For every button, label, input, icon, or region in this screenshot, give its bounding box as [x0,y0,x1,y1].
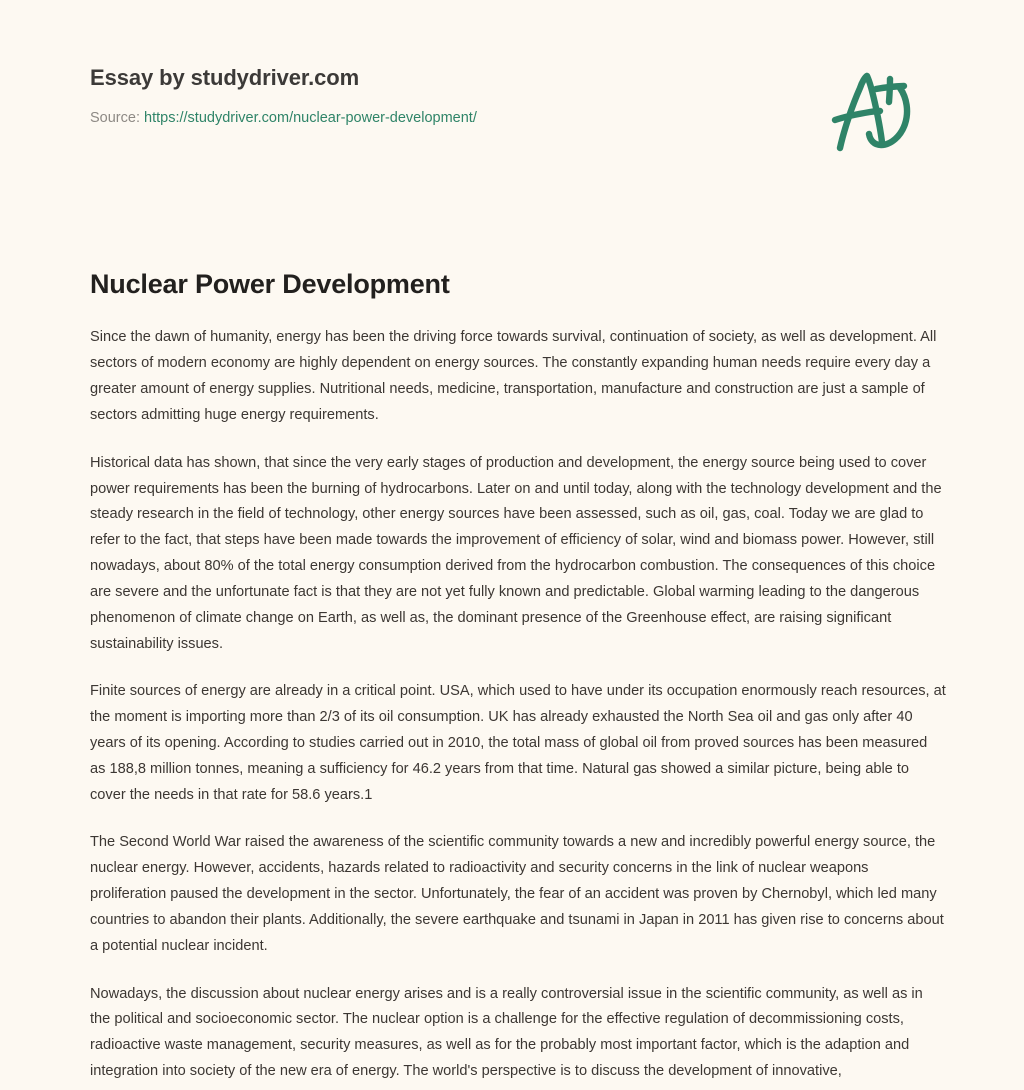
paragraph: The Second World War raised the awareness of the scientific community towards a new and incredibly powerful energy source, the nuclear energy. However, accidents, hazards related to radioactivity and security concerns in the link of nuclear weapons proliferation paused the development in the sector. Unfortunately, the fear of an accident was proven by Chernobyl, which led many countries to abandon their plants. Additionally, the severe earthquake and tsunami in Japan in 2011 has given rise to concerns about a potential nuclear incident. [90,834,944,954]
a-plus-logo [820,60,924,164]
document-header [0,0,1024,164]
essay-byline: Essay by studydriver.com [90,65,360,90]
paragraph: Nowadays, the discussion about nuclear energy arises and is a really controversial issue in the scientific community, as well as in the political and socioeconomic sector. The nuclear option is a challenge for the effective regulation of decommissioning costs, radioactive waste management, security measures, as well as for the probably most important factor, which is the adaption and integration into society of the new era of energy. The world's perspective is to discuss the development of innovative, [90,985,923,1080]
article [0,164,1024,1085]
source-url-link[interactable]: https://studydriver.com/nuclear-power-development/ [144,109,477,126]
paragraph: Finite sources of energy are already in a critical point. USA, which used to have under its occupation enormously reach resources, at the moment is importing more than 2/3 of its oil consumption. UK has already exhausted the North Sea oil and gas only after 40 years of its opening. According to studies carried out in 2010, the total mass of global oil from proved sources has been measured as 188,8 million tonnes, meaning a sufficiency for 46.2 years from that time. Natural gas showed a similar picture, being able to cover the needs in that rate for 58.6 years.1 [90,683,946,803]
paragraph: Since the dawn of humanity, energy has been the driving force towards survival, continuation of society, as well as development. All sectors of modern economy are highly dependent on energy sources. The constantly expanding human needs require every day a greater amount of energy supplies. Nutritional needs, medicine, transportation, manufacture and construction are just a sample of sectors admitting huge energy requirements. [90,329,937,423]
source-label: Source: [90,109,140,126]
article-body [90,300,946,1085]
source-line [90,108,477,128]
page-title: Nuclear Power Development [90,269,450,299]
paragraph: Historical data has shown, that since the very early stages of production and development, the energy source being used to cover power requirements has been the burning of hydrocarbons. Later on and until today, along with the technology development and the steady research in the field of technology, other energy sources have been assessed, such as oil, gas, coal. Today we are glad to refer to the fact, that steps have been made towards the improvement of efficiency of solar, wind and biomass power. However, still nowadays, about 80% of the total energy consumption derived from the hydrocarbon combustion. The consequences of this choice are severe and the unfortunate fact is that they are not yet fully known and predictable. Global warming leading to the dangerous phenomenon of climate change on Earth, as well as, the dominant presence of the Greenhouse effect, are raising significant sustainability issues. [90,454,942,652]
header-text-block [90,64,477,128]
